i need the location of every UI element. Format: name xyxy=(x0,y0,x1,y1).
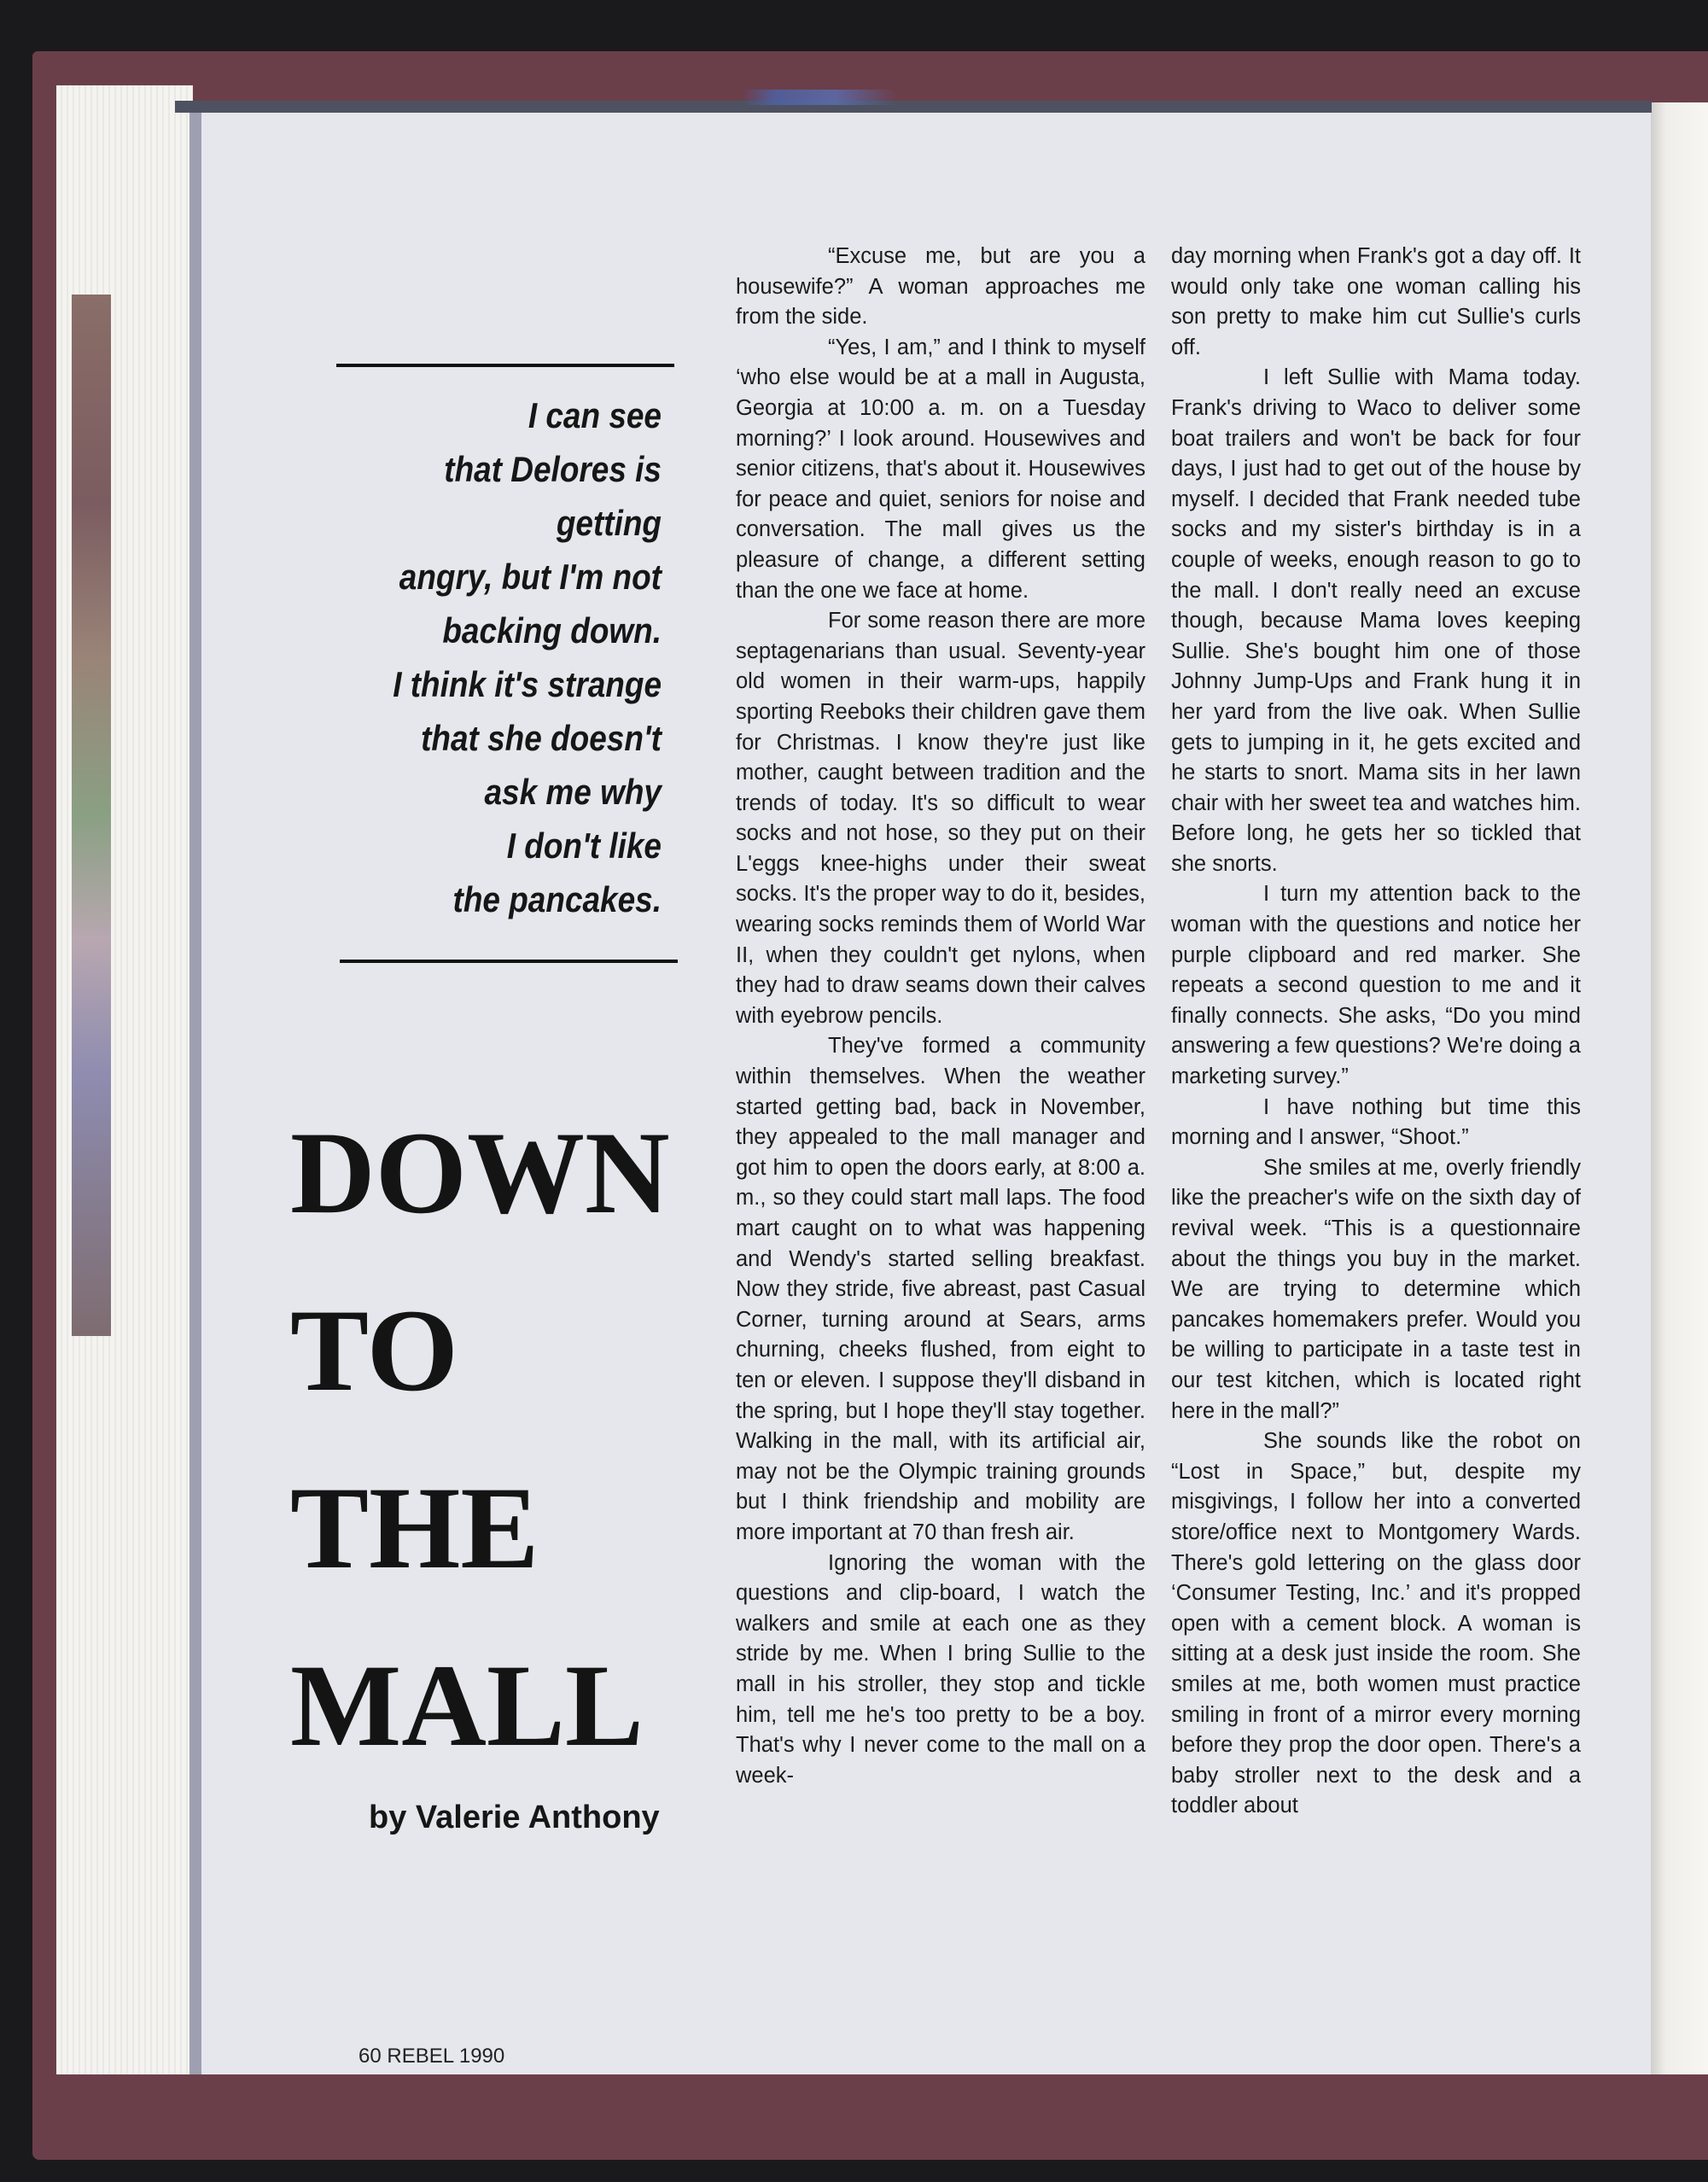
article-column-1 xyxy=(736,242,1145,1791)
pull-quote-line: ask me why xyxy=(484,772,662,812)
paragraph: “Yes, I am,” and I think to myself ‘who else would be at a mall in Augusta, Georgia at 10:00 a. m. on a Tuesday morning?’ I look around. Housewives and senior citizens, that's about it. Housewives for peace and quiet, seniors for noise and conversation. The mall gives us the pleasure of change, a different setting than the one we face at home. xyxy=(736,335,1145,603)
pull-quote-line: backing down. xyxy=(442,610,662,651)
pull-quote-line: getting xyxy=(556,503,662,543)
pull-quote-line: angry, but I'm not xyxy=(399,557,662,597)
pull-quote-line: that Delores is xyxy=(444,449,662,489)
paragraph: Ignoring the woman with the questions and clip-board, I watch the walkers and smile at each one as they stride by me. When I bring Sullie to the mall in his stroller, they stop and tickle him, tell me he's too pretty to be a boy. That's why I never come to the mall on a week- xyxy=(736,1550,1145,1788)
title-line: THE xyxy=(290,1462,539,1593)
title-line: DOWN xyxy=(290,1107,670,1238)
pull-quote-top-rule xyxy=(336,364,674,367)
pull-quote xyxy=(350,388,662,926)
byline: by Valerie Anthony xyxy=(369,1800,660,1835)
scan-mark xyxy=(743,90,896,105)
facing-page-edge xyxy=(1647,102,1708,2074)
article-title xyxy=(290,1084,670,1794)
paragraph: She smiles at me, overly friendly like the preacher's wife on the sixth day of revival week. “This is a questionnaire about the things you buy in the market. We are trying to determine which pancakes homemakers prefer. Would you be willing to participate in a taste test in our test kitchen, which is located right here in the mall?” xyxy=(1171,1155,1581,1423)
title-line: MALL xyxy=(290,1640,644,1771)
paragraph: She sounds like the robot on “Lost in Space,” but, despite my misgivings, I follow her into a converted store/office next to Montgomery Wards. There's gold lettering on the glass door ‘Consumer Testing, Inc.’ and it's propped open with a cement block. A woman is sitting at a desk just inside the room. She smiles at me, both women must practice smiling in front of a mirror every morning before they prop the door open. There's a baby stroller next to the desk and a toddler about xyxy=(1171,1429,1581,1818)
paragraph: “Excuse me, but are you a housewife?” A woman approaches me from the side. xyxy=(736,244,1145,330)
paragraph: For some reason there are more septagenarians than usual. Seventy-year old women in their warm-ups, happily sporting Reeboks their children gave them for Christmas. I know they're just like mother, caught between tradition and the trends of today. It's so difficult to wear socks and not hose, so they put on their L'eggs knee-highs under their sweat socks. It's the proper way to do it, besides, wearing socks reminds them of World War II, when they couldn't get nylons, when they had to draw seams down their calves with eyebrow pencils. xyxy=(736,609,1145,1028)
pull-quote-line: that she doesn't xyxy=(421,718,662,758)
paragraph-continued: day morning when Frank's got a day off. It would only take one woman calling his son pretty to make him cut Sullie's curls off. xyxy=(1171,244,1581,359)
title-line: TO xyxy=(290,1285,458,1415)
page-top-border xyxy=(175,101,1652,113)
article-column-2 xyxy=(1171,242,1581,1822)
paragraph: I left Sullie with Mama today. Frank's driving to Waco to deliver some boat trailers and won't be back for four days, I just had to get out of the house by myself. I decided that Frank needed tube socks and my sister's birthday is in a couple of weeks, enough reason to go to the mall. I don't really need an excuse though, because Mama loves keeping Sullie. She's bought him one of those Johnny Jump-Ups and Frank hung it in her yard from the live oak. When Sullie gets to jumping in it, he gets excited and he starts to snort. Mama sits in her lawn chair with her sweet tea and watches him. Before long, he gets her so tickled that she snorts. xyxy=(1171,365,1581,876)
pull-quote-line: I don't like xyxy=(506,826,662,866)
page-folio: 60 REBEL 1990 xyxy=(359,2045,505,2068)
pull-quote-line: the pancakes. xyxy=(452,879,662,919)
pull-quote-line: I think it's strange xyxy=(393,664,662,704)
pull-quote-bottom-rule xyxy=(340,960,678,963)
page-edge-photo xyxy=(72,295,111,1336)
paragraph: I turn my attention back to the woman with the questions and notice her purple clipboard and red marker. She repeats a second question to me and it finally connects. She asks, “Do you mind answering a few questions? We're doing a marketing survey.” xyxy=(1171,882,1581,1089)
pull-quote-line: I can see xyxy=(528,395,662,435)
paragraph: I have nothing but time this morning and I answer, “Shoot.” xyxy=(1171,1094,1581,1150)
paragraph: They've formed a community within themselves. When the weather started getting bad, back in November, they appealed to the mall manager and got him to open the doors early, at 8:00 a. m., so they could start mall laps. The food mart caught on to what was happening and Wendy's started selling breakfast. Now they stride, five abreast, past Casual Corner, turning around at Sears, arms churning, cheeks flushed, from eight to ten or eleven. I suppose they'll disband in the spring, but I hope they'll stay together. Walking in the mall, with its artificial air, may not be the Olympic training grounds but I think friendship and mobility are more important at 70 than fresh air. xyxy=(736,1034,1145,1544)
